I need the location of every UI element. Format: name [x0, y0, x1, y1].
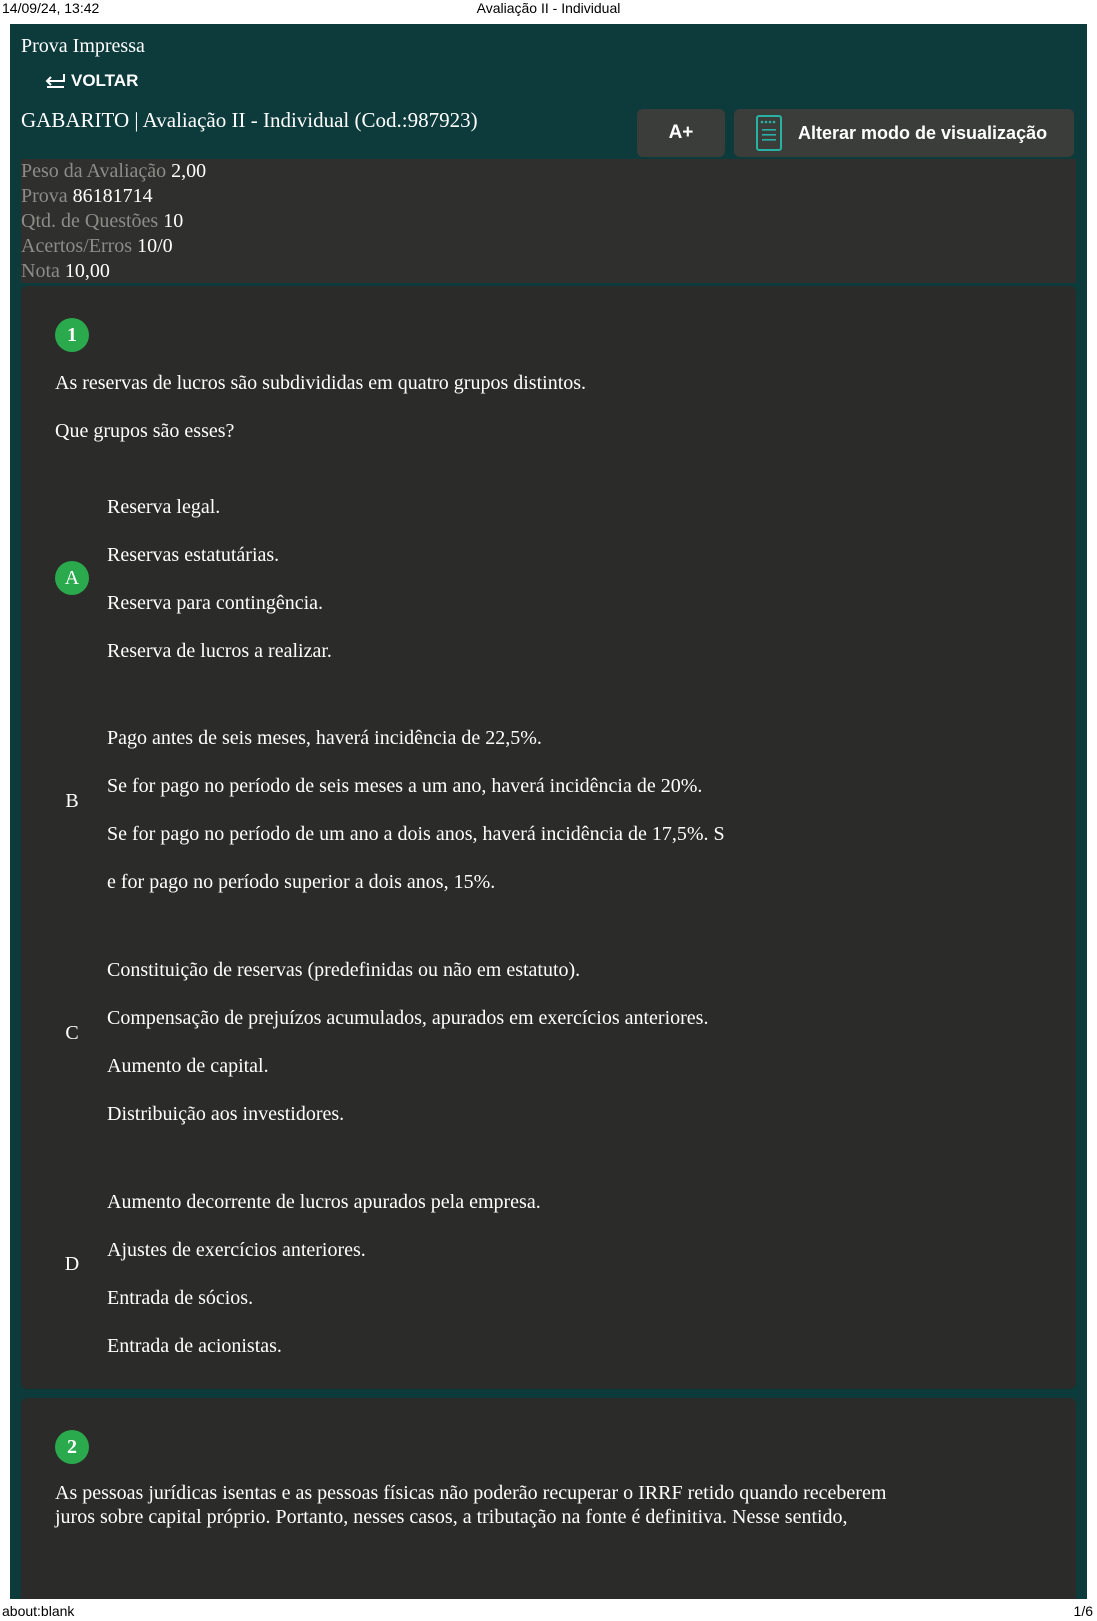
option-b-line: Se for pago no período de seis meses a um ano, haverá incidência de 20%. [107, 775, 703, 797]
option-b-line: Pago antes de seis meses, haverá incidência de 22,5%. [107, 727, 542, 749]
document-icon [756, 115, 782, 151]
question-card [21, 1398, 1076, 1599]
option-b-line: Se for pago no período de um ano a dois anos, haverá incidência de 17,5%. S [107, 823, 725, 845]
print-document-title: Avaliação II - Individual [476, 0, 621, 16]
back-button[interactable] [42, 71, 138, 91]
option-letter[interactable]: C [65, 1021, 79, 1044]
question-text: As reservas de lucros são subdivididas em quatro grupos distintos. [55, 372, 587, 394]
summary-peso: Peso da Avaliação 2,00 [21, 160, 207, 182]
option-c-line: Compensação de prejuízos acumulados, apurados em exercícios anteriores. [107, 1007, 709, 1029]
print-page-number: 1/6 [1073, 1603, 1093, 1619]
summary-nota: Nota 10,00 [21, 260, 110, 282]
option-d-line: Entrada de sócios. [107, 1287, 254, 1309]
question-text: As pessoas jurídicas isentas e as pessoas físicas não poderão recuperar o IRRF retido quando receberem [55, 1482, 887, 1504]
option-a-line: Reservas estatutárias. [107, 544, 280, 566]
print-header [0, 0, 1097, 20]
return-arrow-icon [42, 72, 68, 90]
print-footer [0, 1601, 1097, 1621]
option-a-line: Reserva para contingência. [107, 592, 324, 614]
question-card [21, 286, 1076, 1389]
option-c-line: Constituição de reservas (predefinidas ou não em estatuto). [107, 959, 581, 981]
option-a-line: Reserva legal. [107, 496, 221, 518]
question-number-badge: 2 [55, 1430, 89, 1464]
option-a-line: Reserva de lucros a realizar. [107, 640, 332, 662]
exam-summary [21, 159, 1076, 283]
option-letter-correct[interactable]: A [55, 561, 89, 595]
change-view-mode-label: Alterar modo de visualização [798, 122, 1048, 143]
question-number-badge: 1 [55, 318, 89, 352]
option-letter[interactable]: B [65, 789, 79, 812]
exam-title: GABARITO | Avaliação II - Individual (Cod.:987923) [21, 108, 478, 132]
print-datetime: 14/09/24, 13:42 [2, 0, 100, 16]
option-c-line: Aumento de capital. [107, 1055, 269, 1077]
option-c-line: Distribuição aos investidores. [107, 1103, 345, 1125]
summary-acertos-erros: Acertos/Erros 10/0 [21, 235, 173, 257]
option-b-line: e for pago no período superior a dois anos, 15%. [107, 871, 496, 893]
question-text: juros sobre capital próprio. Portanto, nesses casos, a tributação na fonte é definitiva. Nesse sentido, [55, 1506, 848, 1528]
page-frame [10, 24, 1087, 1599]
option-d-line: Aumento decorrente de lucros apurados pela empresa. [107, 1191, 541, 1213]
option-d-line: Ajustes de exercícios anteriores. [107, 1239, 366, 1261]
print-url: about:blank [2, 1603, 75, 1619]
summary-prova: Prova 86181714 [21, 185, 153, 207]
option-letter[interactable]: D [64, 1252, 80, 1275]
question-text: Que grupos são esses? [55, 420, 235, 442]
increase-font-button[interactable]: A+ [637, 109, 725, 157]
option-d-line: Entrada de acionistas. [107, 1335, 282, 1357]
back-button-label: VOLTAR [71, 71, 139, 90]
change-view-mode-button[interactable] [734, 109, 1074, 157]
app-title: Prova Impressa [21, 35, 145, 57]
summary-qtd-questoes: Qtd. de Questões 10 [21, 210, 184, 232]
